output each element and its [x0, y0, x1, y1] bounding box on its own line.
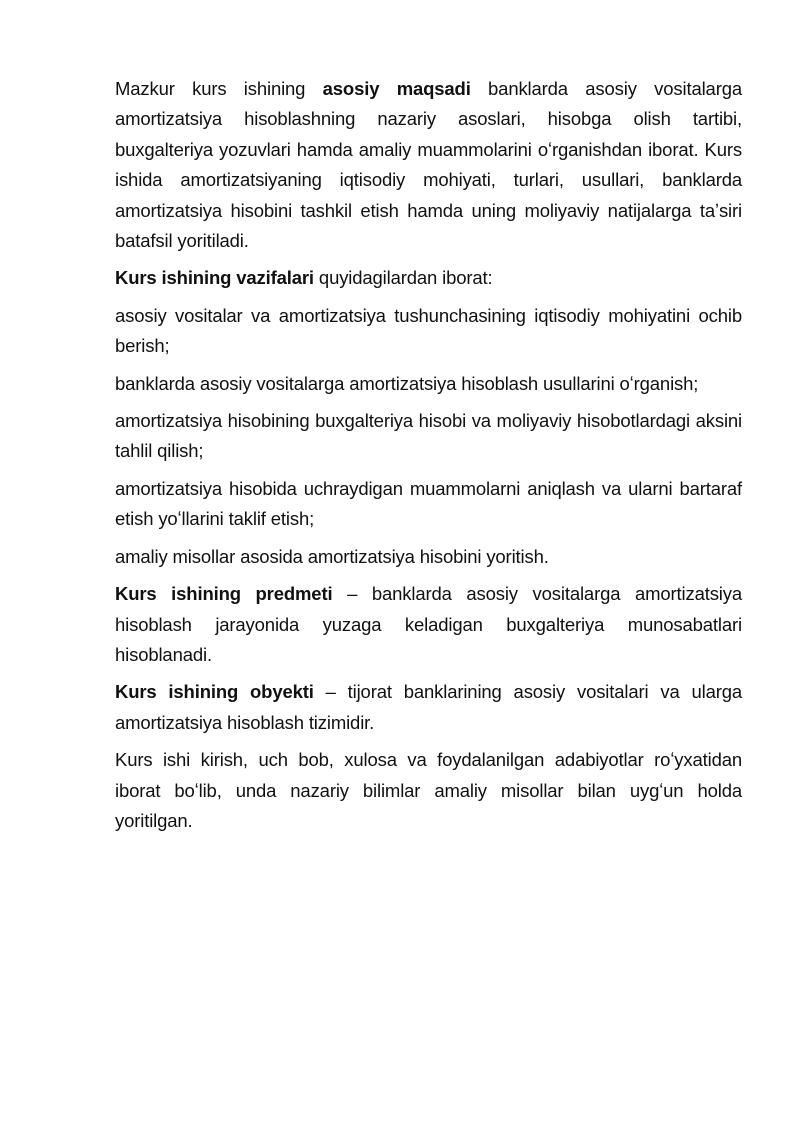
document-page — [115, 74, 742, 843]
tasks-heading-text: quyidagilardan iborat: — [313, 267, 493, 289]
task-item: amortizatsiya hisobining buxgalteriya hisobi va moliyaviy hisobotlardagi aksini tahlil qilish; — [115, 410, 742, 462]
structure-paragraph: Kurs ishi kirish, uch bob, xulosa va foydalanilgan adabiyotlar roʻyxatidan iborat boʻlib, unda nazariy bilimlar amaliy misollar bilan uygʻun holda yoritilgan. — [115, 749, 742, 831]
intro-text-end: banklarda asosiy vositalarga amortizatsiya hisoblashning nazariy asoslari, hisobga olish tartibi, buxgalteriya yozuvlari hamda amaliy muammolarini oʻrganishdan iborat. Kurs ishida amortizatsiyaning iqtisodiy mohiyati, turlari, usullari, banklarda amortizatsiya hisobini tashkil etish hamda uning moliyaviy natijalarga taʼsiri batafsil yoritiladi. — [115, 78, 742, 252]
subject-bold-term: Kurs ishining predmeti — [115, 583, 333, 605]
object-text: – tijorat banklarining asosiy vositalari va ularga amortizatsiya hisoblash tizimidir. — [115, 681, 742, 733]
task-item: banklarda asosiy vositalarga amortizatsiya hisoblash usullarini oʻrganish; — [115, 372, 699, 394]
tasks-heading-paragraph — [115, 263, 742, 293]
tasks-heading-bold: Kurs ishining vazifalari — [115, 267, 314, 289]
subject-paragraph — [115, 579, 742, 670]
task-item: amortizatsiya hisobida uchraydigan muammolarni aniqlash va ularni bartaraf etish yoʻllarini taklif etish; — [115, 477, 742, 530]
object-paragraph — [115, 677, 742, 738]
intro-bold-term: asosiy maqsadi — [322, 78, 471, 99]
intro-text-start: Mazkur kurs ishining — [115, 78, 323, 99]
task-item: amaliy misollar asosida amortizatsiya hisobini yoritish. — [115, 545, 549, 567]
task-item: asosiy vositalar va amortizatsiya tushunchasining iqtisodiy mohiyatini ochib berish; — [115, 304, 742, 357]
intro-paragraph — [115, 74, 742, 256]
object-bold-term: Kurs ishining obyekti — [115, 681, 314, 703]
subject-text: – banklarda asosiy vositalarga amortizatsiya hisoblash jarayonida yuzaga keladigan buxgalteriya munosabatlari hisoblanadi. — [115, 583, 743, 665]
